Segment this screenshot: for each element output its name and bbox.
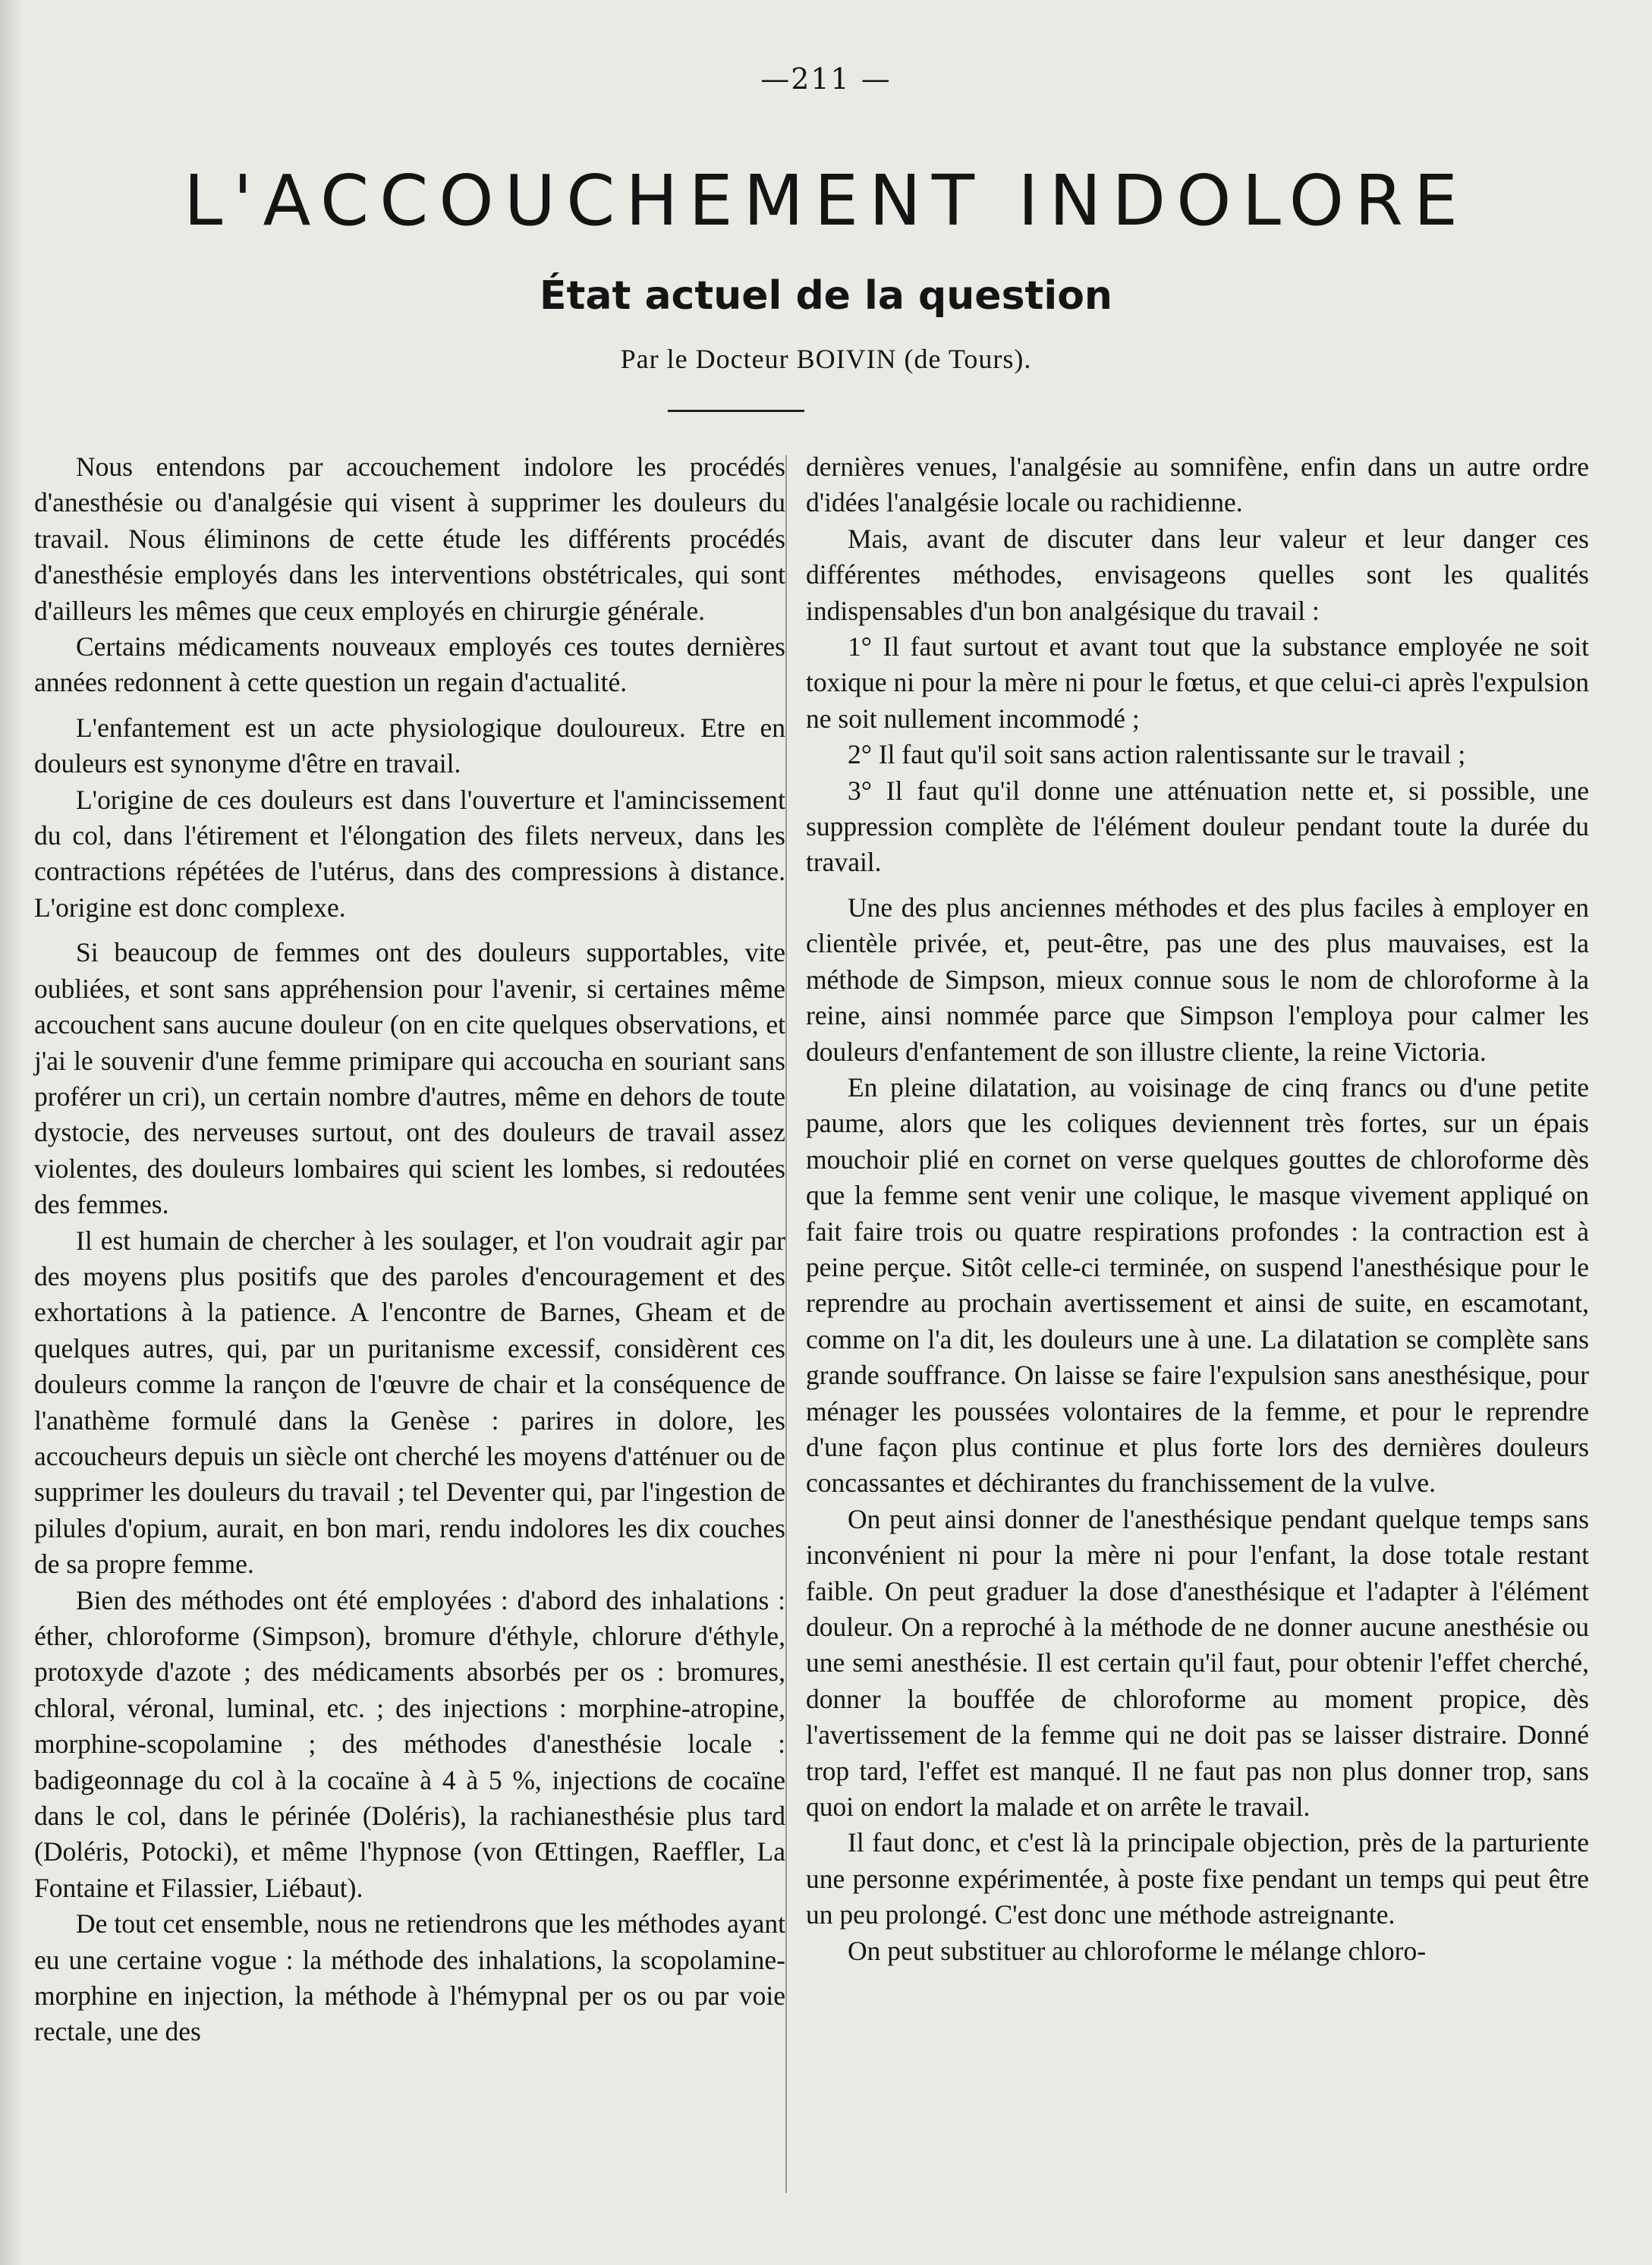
paragraph: Mais, avant de discuter dans leur valeur et leur danger ces différentes méthodes, envisageons quelles sont les qualités indispensables d'un bon analgésique du travail : [806, 523, 1589, 626]
paragraph: En pleine dilatation, au voisinage de cinq francs ou d'une petite paume, alors que les coliques deviennent très fortes, sur un épais mouchoir plié en cornet on verse quelques gouttes de chloroforme dès que la femme sent venir une colique, le masque vivement appliqué on fait faire trois ou quatre respirations profondes : la contraction est à peine perçue. Sitôt celle-ci terminée, on suspend l'anesthésique pour le reprendre au prochain avertissement et ainsi de suite, en escamotant, comme on l'a dit, les douleurs une à une. La dilatation se complète sans grande souffrance. On laisse se faire l'expulsion sans anesthésique, pour ménager les poussées volontaires de la femme, et pour le reprendre d'une façon plus continue et plus forte lors des dernières douleurs concassantes et déchirantes du franchissement de la vulve. [806, 1071, 1589, 1499]
right-text-column [806, 449, 1589, 1969]
article-byline: Par le Docteur BOIVIN (de Tours). [620, 344, 1032, 374]
page-number: —211 — [760, 62, 892, 96]
paragraph: De tout cet ensemble, nous ne retiendrons que les méthodes ayant eu une certaine vogue : la méthode des inhalations, la scopolamine-morphine en injection, la méthode à l'hémypnal per os ou par voie rectale, une des [34, 1908, 785, 2047]
paragraph: 2° Il faut qu'il soit sans action ralentissante sur le travail ; [848, 739, 1466, 770]
paragraph: Si beaucoup de femmes ont des douleurs supportables, vite oubliées, et sont sans appréhension pour l'avenir, si certaines même accouchent sans aucune douleur (on en cite quelques observations, et j'ai le souvenir d'une femme primipare qui accoucha en souriant sans proférer un cri), un certain nombre d'autres, même en dehors de toute dystocie, des nerveuses surtout, ont des douleurs de travail assez violentes, des douleurs lombaires qui scient les lombes, si redoutées des femmes. [34, 937, 785, 1220]
paragraph: L'enfantement est un acte physiologique douloureux. Etre en douleurs est synonyme d'être en travail. [34, 712, 785, 779]
paragraph: Certains médicaments nouveaux employés ces toutes dernières années redonnent à cette question un regain d'actualité. [34, 631, 785, 698]
title-divider-rule [668, 410, 804, 412]
paragraph: Il faut donc, et c'est là la principale objection, près de la parturiente une personne expérimentée, à poste fixe pendant un temps qui peut être un peu prolongé. C'est donc une méthode astreignante. [806, 1827, 1589, 1930]
paragraph: 1° Il faut surtout et avant tout que la substance employée ne soit toxique ni pour la mère ni pour le fœtus, et que celui-ci après l'expulsion ne soit nullement incommodé ; [806, 631, 1589, 734]
paragraph: 3° Il faut qu'il donne une atténuation nette et, si possible, une suppression complète de l'élément douleur pendant toute la durée du travail. [806, 775, 1589, 878]
article-title: L'ACCOUCHEMENT INDOLORE [183, 160, 1469, 241]
paragraph: On peut substituer au chloroforme le mélange chloro- [848, 1935, 1427, 1966]
paragraph: dernières venues, l'analgésie au somnifène, enfin dans un autre ordre d'idées l'analgésie locale ou rachidienne. [806, 451, 1589, 518]
article-subtitle: État actuel de la question [540, 273, 1112, 319]
paragraph: Une des plus anciennes méthodes et des plus faciles à employer en clientèle privée, et, peut-être, pas une des plus mauvaises, est la méthode de Simpson, mieux connue sous le nom de chloroforme à la reine, ainsi nommée parce que Simpson l'employa pour calmer les douleurs d'enfantement de son illustre cliente, la reine Victoria. [806, 892, 1589, 1067]
paragraph: Nous entendons par accouchement indolore les procédés d'anesthésie ou d'analgésie qui visent à supprimer les douleurs du travail. Nous éliminons de cette étude les différents procédés d'anesthésie employés dans les interventions obstétricales, qui sont d'ailleurs les mêmes que ceux employés en chirurgie générale. [34, 451, 785, 626]
paragraph: Bien des méthodes ont été employées : d'abord des inhalations : éther, chloroforme (Simpson), bromure d'éthyle, chlorure d'éthyle, protoxyde d'azote ; des médicaments absorbés per os : bromures, chloral, véronal, luminal, etc. ; des injections : morphine-atropine, morphine-scopolamine ; des méthodes d'anesthésie locale : badigeonnage du col à la cocaïne à 4 à 5 %, injections de cocaïne dans le col, dans le périnée (Doléris), la rachianesthésie plus tard (Doléris, Potocki), et même l'hypnose (von Œttingen, Raeffler, La Fontaine et Filassier, Liébaut). [34, 1584, 785, 1903]
paragraph: On peut ainsi donner de l'anesthésique pendant quelque temps sans inconvénient ni pour la mère ni pour l'enfant, la dose totale restant faible. On peut graduer la dose d'anesthésique et l'adapter à l'élément douleur. On a reproché à la méthode de ne donner aucune anesthésie ou une semi anesthésie. Il est certain qu'il faut, pour obtenir l'effet cherché, donner la bouffée de chloroforme au moment propice, dès l'avertissement de la femme qui ne doit pas se laisser distraire. Donné trop tard, l'effet est manqué. Il ne faut pas non plus donner trop, sans quoi on endort la malade et on arrête le travail. [806, 1503, 1589, 1823]
paragraph: Il est humain de chercher à les soulager, et l'on voudrait agir par des moyens plus positifs que des paroles d'encouragement et des exhortations à la patience. A l'encontre de Barnes, Gheam et de quelques autres, qui, par un puritanisme excessif, considèrent ces douleurs comme la rançon de l'œuvre de chair et la conséquence de l'anathème formulé dans la Genèse : parires in dolore, les accoucheurs depuis un siècle ont cherché les moyens d'atténuer ou de supprimer les douleurs du travail ; tel Deventer qui, par l'ingestion de pilules d'opium, aurait, en bon mari, rendu indolores les dix couches de sa propre femme. [34, 1225, 785, 1580]
paragraph: L'origine de ces douleurs est dans l'ouverture et l'amincissement du col, dans l'étirement et l'élongation des filets nerveux, dans les contractions répétées de l'utérus, dans des compressions à distance. L'origine est donc complexe. [34, 784, 785, 923]
column-divider [785, 455, 787, 2193]
left-text-column [34, 449, 785, 2050]
